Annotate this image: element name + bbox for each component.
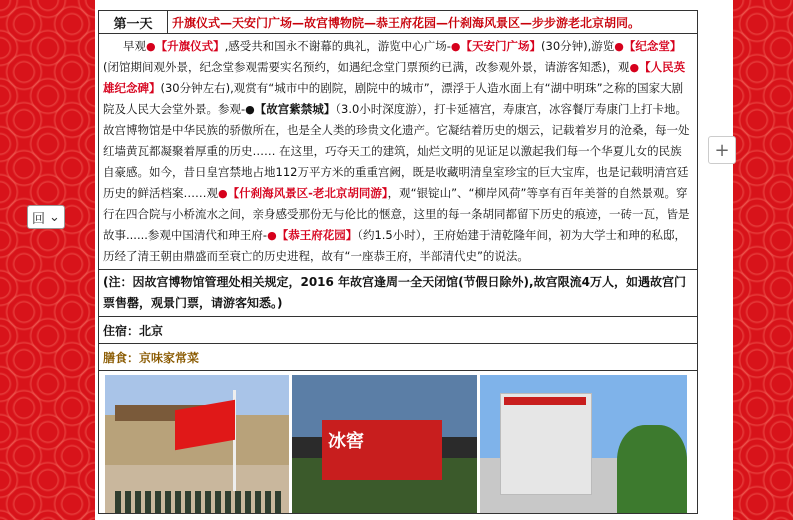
photo-strip (99, 371, 697, 513)
palace-closure-note: (注：因故宫博物馆管理处相关规定，2016 年故宫逢周一全天闭馆(节假日除外),故宫限流4万人，如遇故宫门票售罄，观景门票，请游客知悉。) (99, 270, 698, 317)
spot-tiananmen: 【天安门广场】 (460, 39, 542, 53)
itinerary-document (95, 0, 733, 520)
black-dot-icon: ● (245, 103, 255, 116)
ice-cellar-sign: 冰窖 (328, 431, 364, 452)
photo-flag-raising (105, 375, 289, 513)
photo-cell (99, 371, 698, 514)
chevron-down-icon: ⌄ (49, 209, 60, 225)
red-dot-icon: ● (218, 187, 228, 200)
red-dot-icon: ● (614, 40, 624, 53)
format-select[interactable] (27, 205, 65, 229)
accommodation: 住宿：北京 (99, 317, 698, 344)
spot-prince-gong-mansion: 【恭王府花园】 (276, 228, 358, 242)
meal-row (99, 344, 698, 371)
spot-forbidden-city: 【故宫紫禁城】 (254, 102, 336, 116)
red-dot-icon: ● (267, 229, 277, 242)
day-description-row (99, 34, 698, 270)
meals: 膳食：京味家常菜 (99, 344, 698, 371)
right-red-pattern-margin (733, 0, 793, 520)
photo-row (99, 371, 698, 514)
red-dot-icon: ● (629, 61, 640, 74)
photo-prince-gong-mansion (480, 375, 687, 513)
spot-heroes-monument: 【人民英雄纪念碑】 (103, 60, 686, 95)
stay-row (99, 317, 698, 344)
day-label: 第一天 (99, 11, 168, 34)
left-red-pattern-margin (0, 0, 95, 520)
red-dot-icon: ● (450, 40, 461, 53)
format-select-value: 回 (32, 211, 46, 227)
add-button[interactable]: + (708, 136, 736, 164)
note-row (99, 270, 698, 317)
day-header-row (99, 11, 698, 34)
spot-memorial-hall: 【纪念堂】 (623, 39, 682, 53)
spot-shichahai: 【什刹海风景区-老北京胡同游】 (227, 186, 388, 200)
red-dot-icon: ● (146, 40, 156, 53)
photo-ice-cellar (292, 375, 477, 513)
spot-flag-ceremony: 【升旗仪式】 (155, 39, 225, 53)
day-route-title: 升旗仪式—天安门广场—故宫博物院—恭王府花园—什刹海风景区—步步游老北京胡同。 (168, 11, 698, 34)
day-description: 早观●【升旗仪式】,感受共和国永不谢幕的典礼，游览中心广场-●【天安门广场】(30分钟),游览●【纪念堂】(闭馆期间观外景，纪念堂参观需要实名预约，如遇纪念堂门票预约已满，改参观外景，请游客知悉)，观●【人民英雄纪念碑】(30分钟左右),观赏有“城市中的剧院，剧院中的城市”，漂浮于人造水面上有“湖中明珠”之称的国家大剧院及人民大会堂外景。参观-●【故宫紫禁城】（3.0小时深度游），打卡延禧宫，寿康宫，冰容餐厅寿康门上打卡地。故宫博物馆是中华民族的骄傲所在，也是全人类的珍贵文化遗产。它凝结着历史的烟云，记载着岁月的沧桑，每一处红墙黄瓦都凝聚着厚重的历史…… 在这里，巧夺天工的建筑，灿烂文明的见证足以激起我们每一个华夏儿女的民族自豪感。如今，昔日皇宫禁地占地112万平方米的重重宫阙，既是收藏明清皇室珍宝的巨大宝库，也是记载明清宫廷历史的鲜活档案……观●【什刹海风景区-老北京胡同游】，观“银锭山”、“柳岸风荷”等享有百年美誉的自然景观。穿行在四合院与小桥流水之间，亲身感受那份无与伦比的惬意，这里的每一条胡同都留下历史的痕迹，一砖一瓦，皆是故事......参观中国清代和珅王府-●【恭王府花园】（约1.5小时），王府始建于清乾隆年间，初为大学士和珅的私邸，历经了清王朝由鼎盛而至衰亡的历史进程，故有“一座恭王府，半部清代史”的说法。 (99, 34, 698, 270)
itinerary-table (98, 10, 698, 514)
